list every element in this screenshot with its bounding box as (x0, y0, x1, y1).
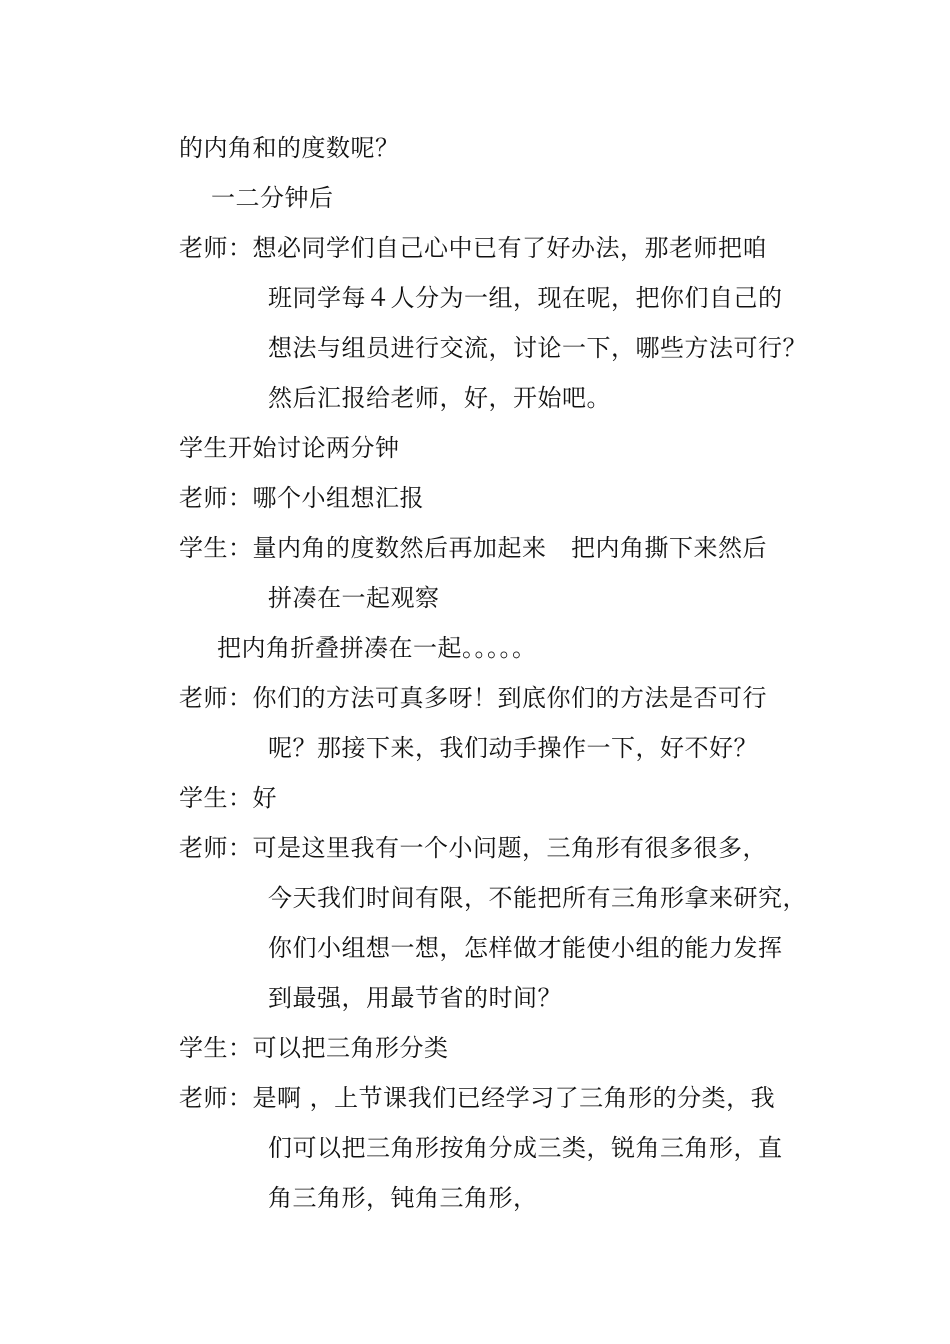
text-line: 今天我们时间有限，不能把所有三角形拿来研究， (268, 884, 807, 912)
text-line: 学生：可以把三角形分类 (179, 1034, 449, 1062)
text-line: 然后汇报给老师，好，开始吧。 (268, 384, 611, 412)
text-line: 的内角和的度数呢？ (179, 134, 400, 162)
text-line: 你们小组想一想，怎样做才能使小组的能力发挥 (268, 934, 783, 962)
text-line: 到最强，用最节省的时间？ (268, 984, 562, 1012)
text-line: 学生开始讨论两分钟 (179, 434, 400, 462)
text-line: 角三角形，钝角三角形， (268, 1184, 538, 1212)
text-line: 学生：好 (179, 784, 277, 812)
text-line: 想法与组员进行交流，讨论一下，哪些方法可行？ (268, 334, 807, 362)
text-line: 拼凑在一起观察 (268, 584, 440, 612)
text-line: 们可以把三角形按角分成三类，锐角三角形，直 (268, 1134, 783, 1162)
text-line: 呢？那接下来，我们动手操作一下，好不好？ (268, 734, 758, 762)
text-line: 老师：是啊 ，上节课我们已经学习了三角形的分类，我 (179, 1084, 776, 1112)
text-line: 把内角折叠拼凑在一起。。。。。 (217, 634, 537, 662)
text-line: 学生：量内角的度数然后再加起来 把内角撕下来然后 (179, 534, 767, 562)
text-line: 老师：你们的方法可真多呀！到底你们的方法是否可行 (179, 684, 767, 712)
text-line: 班同学每４人分为一组，现在呢，把你们自己的 (268, 284, 783, 312)
text-line: 老师：可是这里我有一个小问题，三角形有很多很多， (179, 834, 767, 862)
text-line: 一二分钟后 (211, 184, 334, 212)
text-line: 老师：想必同学们自己心中已有了好办法，那老师把咱 (179, 234, 767, 262)
text-line: 老师：哪个小组想汇报 (179, 484, 424, 512)
